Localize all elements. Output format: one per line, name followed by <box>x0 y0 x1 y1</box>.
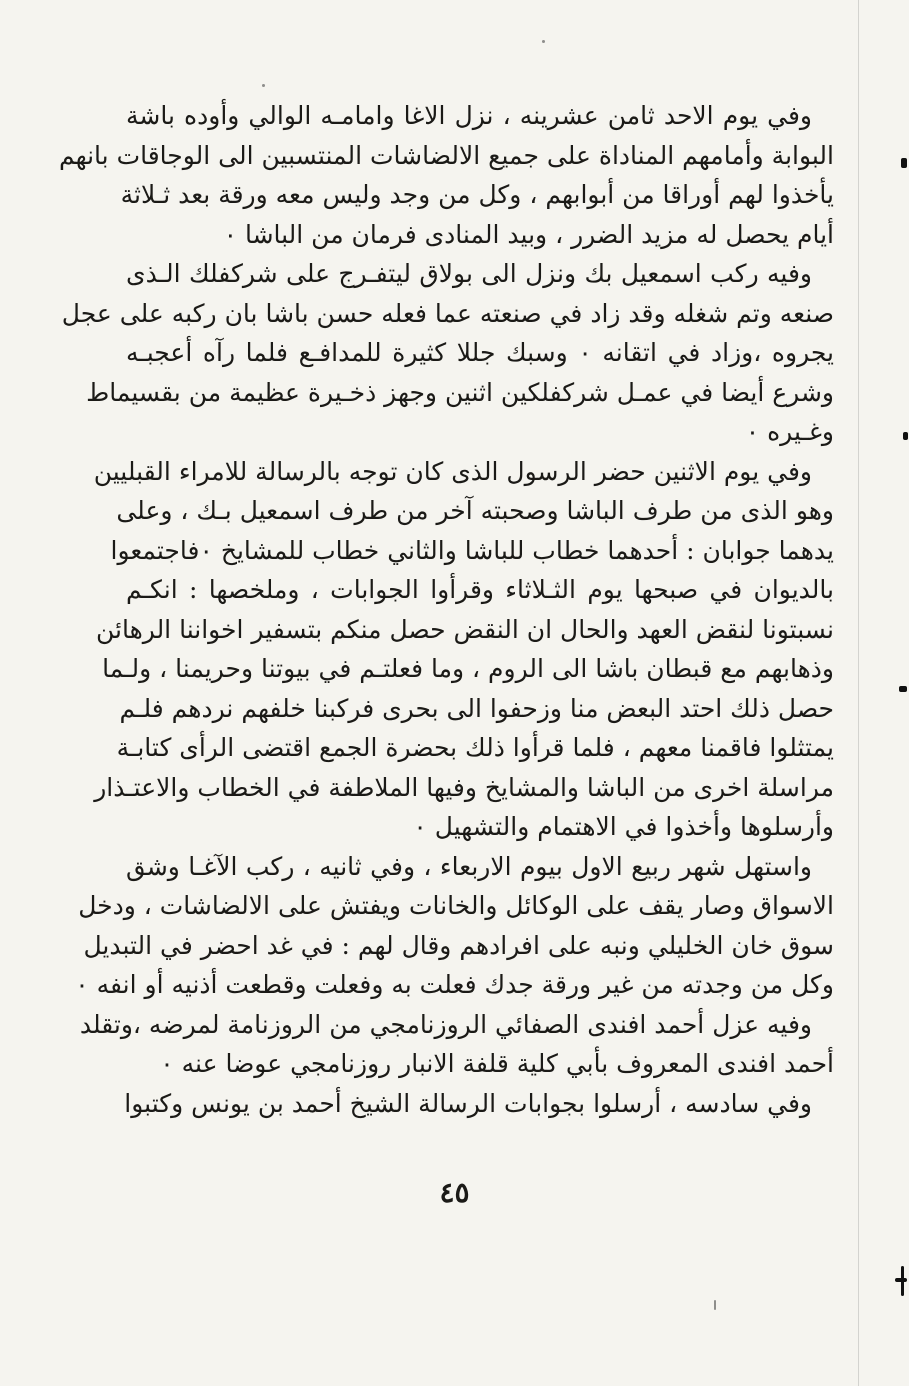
text-line: وأرسلوها وأخذوا في الاهتمام والتشهيل ٠ <box>413 812 834 841</box>
text-line: يمتثلوا فاقمنا معهم ، فلما قرأوا ذلك بحضرة الجمع اقتضى الرأى كتابـة <box>116 733 834 762</box>
edge-mark-right-3 <box>899 686 907 692</box>
text-line: بالديوان في صبحها يوم الثـلاثاء وقرأوا الجوابات ، وملخصها : انكـم <box>126 575 834 604</box>
text-line: أحمد افندى المعروف بأبي كلية قلفة الانبار روزنامجي عوضا عنه ٠ <box>160 1049 834 1078</box>
text-line: وكل من وجدته من غير ورقة جدك فعلت به وفعلت وقطعت أذنيه أو انفه ٠ <box>75 970 834 999</box>
text-line: وذهابهم مع قبطان باشا الى الروم ، وما فعلتـم في بيوتنا وحريمنا ، ولـما <box>102 654 834 683</box>
speck <box>714 1300 716 1310</box>
text-line: وفيه عزل أحمد افندى الصفائي الروزنامجي من الروزنامة لمرضه ،وتقلد <box>79 1009 812 1039</box>
paragraph-4 <box>75 847 834 1005</box>
text-line: صنعه وتم شغله وقد زاد في صنعته عما فعله حسن باشا بان ركبه على عجل <box>61 298 834 328</box>
text-line: سوق خان الخليلي ونبه على افرادهم وقال لهم : في غد احضر في التبديل <box>83 930 834 960</box>
text-line: وفي يوم الاحد ثامن عشرينه ، نزل الاغا وامامـه الوالي وأوده باشة <box>126 101 812 130</box>
text-line: نسبتونا لنقض العهد والحال ان النقض حصل منكم بتسفير اخواننا الرهائن <box>95 614 834 644</box>
edge-mark-right-1 <box>901 158 907 168</box>
speck <box>262 84 265 87</box>
book-page-text <box>58 96 834 1123</box>
text-line: وفي سادسه ، أرسلوا بجوابات الرسالة الشيخ أحمد بن يونس وكتبوا <box>124 1088 812 1118</box>
text-line: وهو الذى من طرف الباشا وصحبته آخر من طرف اسمعيل بـك ، وعلى <box>116 496 834 525</box>
text-line: أيام يحصل له مزيد الضرر ، وبيد المنادى فرمان من الباشا ٠ <box>223 219 834 249</box>
text-line: البوابة وأمامهم المناداة على جميع الالضاشات المنتسبين الى الوجاقات بانهم <box>58 140 834 170</box>
paragraph-2 <box>61 254 834 452</box>
edge-mark-right-5 <box>901 1266 904 1296</box>
text-line: حصل ذلك احتد البعض منا وزحفوا الى بحرى فركبنا خلفهم نردهم فلـم <box>119 693 834 723</box>
paragraph-3 <box>93 452 834 847</box>
text-line: يأخذوا لهم أوراقا من أبوابهم ، وكل من وجد وليس معه ورقة بعد ثـلاثة <box>120 180 834 209</box>
speck <box>542 40 545 43</box>
text-line: وشرع أيضا في عمـل شركفلكين اثنين وجهز ذخـيرة عظيمة من بقسيماط <box>86 377 834 407</box>
text-line: وغـيره ٠ <box>745 417 834 446</box>
text-line: وفي يوم الاثنين حضر الرسول الذى كان توجه بالرسالة للامراء القبليين <box>93 456 812 486</box>
text-line: مراسلة اخرى من الباشا والمشايخ وفيها الملاطفة في الخطاب والاعتـذار <box>94 772 834 802</box>
text-line: يدهما جوابان : أحدهما خطاب للباشا والثاني خطاب للمشايخ ٠فاجتمعوا <box>110 535 834 565</box>
edge-mark-right-2 <box>903 432 908 440</box>
page-number: ٤٥ <box>439 1176 470 1209</box>
text-line: وفيه ركب اسمعيل بك ونزل الى بولاق ليتفـرج على شركفلك الـذى <box>126 259 812 288</box>
text-line: واستهل شهر ربيع الاول بيوم الاربعاء ، وفي ثانيه ، ركب الآغـا وشق <box>126 851 812 881</box>
text-line: الاسواق وصار يقف على الوكائل والخانات ويفتش على الالضاشات ، ودخل <box>78 891 834 920</box>
paragraph-5 <box>79 1005 834 1084</box>
paragraph-6 <box>126 1084 834 1124</box>
text-line: يجروه ،وزاد في اتقانه ٠ وسبك جللا كثيرة للمدافـع فلما رآه أعجبـه <box>126 338 834 367</box>
paragraph-1 <box>58 96 834 254</box>
